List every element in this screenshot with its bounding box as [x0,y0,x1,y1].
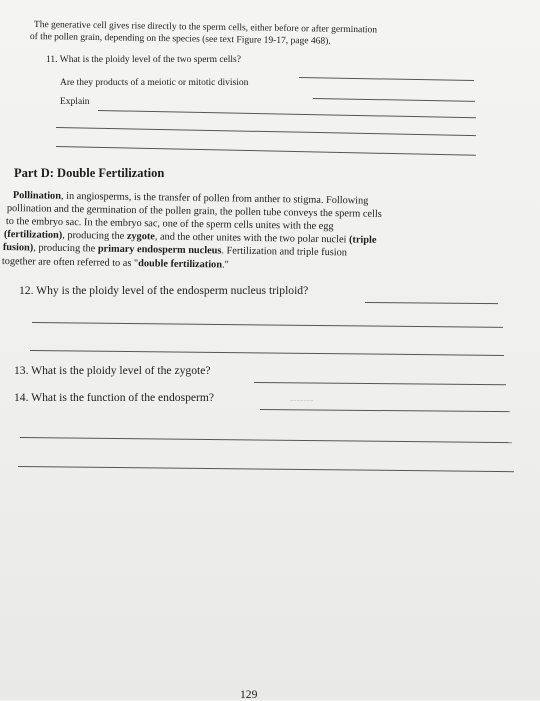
term-pollination: Pollination [12,190,62,202]
answer-line-11b[interactable] [313,98,475,102]
answer-line-11d[interactable] [56,127,476,136]
paragraph-line-5: fusion), producing the primary endosperm nucleus. Fertilization and triple fusion [2,242,348,259]
answer-line-11e[interactable] [56,146,476,156]
paragraph-line-1: Pollination, in angiosperms, is the transfer of pollen from anther to stigma. Following [12,190,369,207]
question-13: 13. What is the ploidy level of the zygote? [14,364,211,377]
answer-line-14c[interactable] [18,466,514,472]
paragraph-line-3: to the embryo sac. In the embryo sac, one of the sperm cells unites with the egg [5,216,334,233]
answer-line-13[interactable] [254,382,506,385]
intro-line-2: of the pollen grain, depending on the species (see text Figure 19-17, page 468). [29,32,331,47]
question-12: 12. Why is the ploidy level of the endosperm nucleus triploid? [19,284,309,297]
answer-line-14a[interactable] [260,409,510,412]
answer-line-11a[interactable] [299,77,474,81]
question-14: 14. What is the function of the endosperm? [14,391,215,404]
answer-line-14b[interactable] [20,437,512,443]
answer-line-12c[interactable] [30,350,504,356]
answer-line-12a[interactable] [365,302,498,304]
section-title-part-d: Part D: Double Fertilization [14,166,165,180]
intro-line-1: The generative cell gives rise directly to the sperm cells, either before or after germination [33,20,378,36]
question-11-subquestion: Are they products of a meiotic or mitotic division [60,78,249,88]
paragraph-line-4: (fertilization), producing the zygote, and the other unites with the two polar nuclei (triple [3,229,377,246]
answer-line-11c[interactable] [98,110,476,118]
question-11: 11. What is the ploidy level of the two sperm cells? [46,55,241,65]
answer-line-12b[interactable] [32,322,503,328]
paragraph-line-6: together are often referred to as "double fertilization." [1,256,229,271]
page-number: 129 [240,688,258,701]
paragraph-line-2: pollination and the germination of the pollen grain, the pollen tube conveys the sperm cells [6,203,382,220]
explain-label: Explain [60,97,90,107]
bleed-through-text: ------- [290,395,314,406]
